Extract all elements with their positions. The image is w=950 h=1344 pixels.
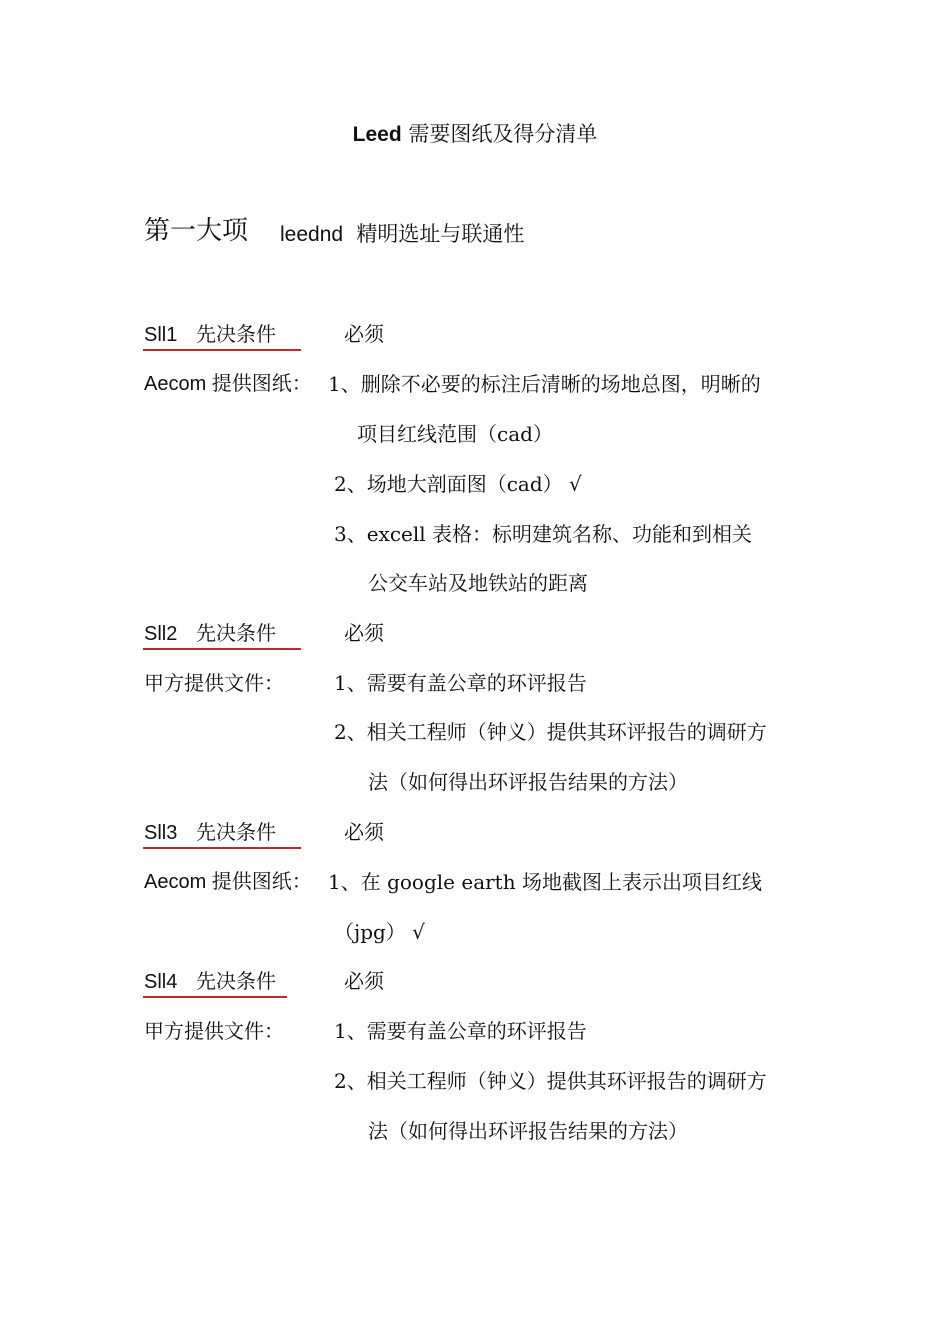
item-condition: 先决条件 [196, 820, 276, 844]
item-heading-sll2 [144, 623, 276, 644]
item-line: 1、在 google earth 场地截图上表示出项目红线 [328, 870, 762, 894]
section-subtitle-cn: 精明选址与联通性 [356, 222, 525, 246]
item-line: 法（如何得出环评报告结果的方法） [368, 770, 688, 794]
section-subtitle-en: leednd [280, 223, 344, 246]
item-line: 2、场地大剖面图（cad） √ [334, 472, 582, 496]
item-condition: 先决条件 [196, 969, 276, 993]
item-heading-sll1 [144, 324, 276, 345]
item-code: Sll4 [144, 971, 178, 993]
item-required: 必须 [344, 621, 384, 645]
item-line: 公交车站及地铁站的距离 [368, 571, 588, 595]
item-provider: Aecom 提供图纸： [144, 871, 312, 893]
item-heading-sll3 [144, 822, 276, 843]
item-line: 1、需要有盖公章的环评报告 [334, 671, 587, 695]
item-underline [143, 349, 301, 351]
item-required: 必须 [344, 820, 384, 844]
item-provider: 甲方提供文件： [144, 671, 284, 695]
item-line: 1、需要有盖公章的环评报告 [334, 1019, 587, 1043]
item-code: Sll3 [144, 822, 178, 844]
item-line: 2、相关工程师（钟义）提供其环评报告的调研方 [334, 1069, 767, 1093]
item-condition: 先决条件 [196, 621, 276, 645]
item-provider: 甲方提供文件： [144, 1019, 284, 1043]
item-line: 1、删除不必要的标注后清晰的场地总图，明晰的 [328, 372, 761, 396]
item-line: （jpg） √ [334, 920, 425, 944]
item-underline [143, 996, 287, 998]
item-line: 法（如何得出环评报告结果的方法） [368, 1119, 688, 1143]
item-line: 2、相关工程师（钟义）提供其环评报告的调研方 [334, 720, 767, 744]
document-title [0, 124, 950, 145]
section-subtitle [280, 224, 524, 245]
item-code: Sll2 [144, 623, 178, 645]
item-line: 3、excell 表格：标明建筑名称、功能和到相关 [334, 522, 753, 546]
item-underline [143, 847, 301, 849]
item-heading-sll4 [144, 971, 276, 992]
title-leed: Leed [352, 123, 402, 146]
item-condition: 先决条件 [196, 322, 276, 346]
item-line: 项目红线范围（cad） [357, 422, 553, 446]
item-underline [143, 648, 301, 650]
item-required: 必须 [344, 322, 384, 346]
item-required: 必须 [344, 969, 384, 993]
item-provider: Aecom 提供图纸： [144, 373, 312, 395]
section-label: 第一大项 [144, 216, 249, 246]
item-code: Sll1 [144, 324, 178, 346]
title-rest: 需要图纸及得分清单 [401, 122, 598, 146]
